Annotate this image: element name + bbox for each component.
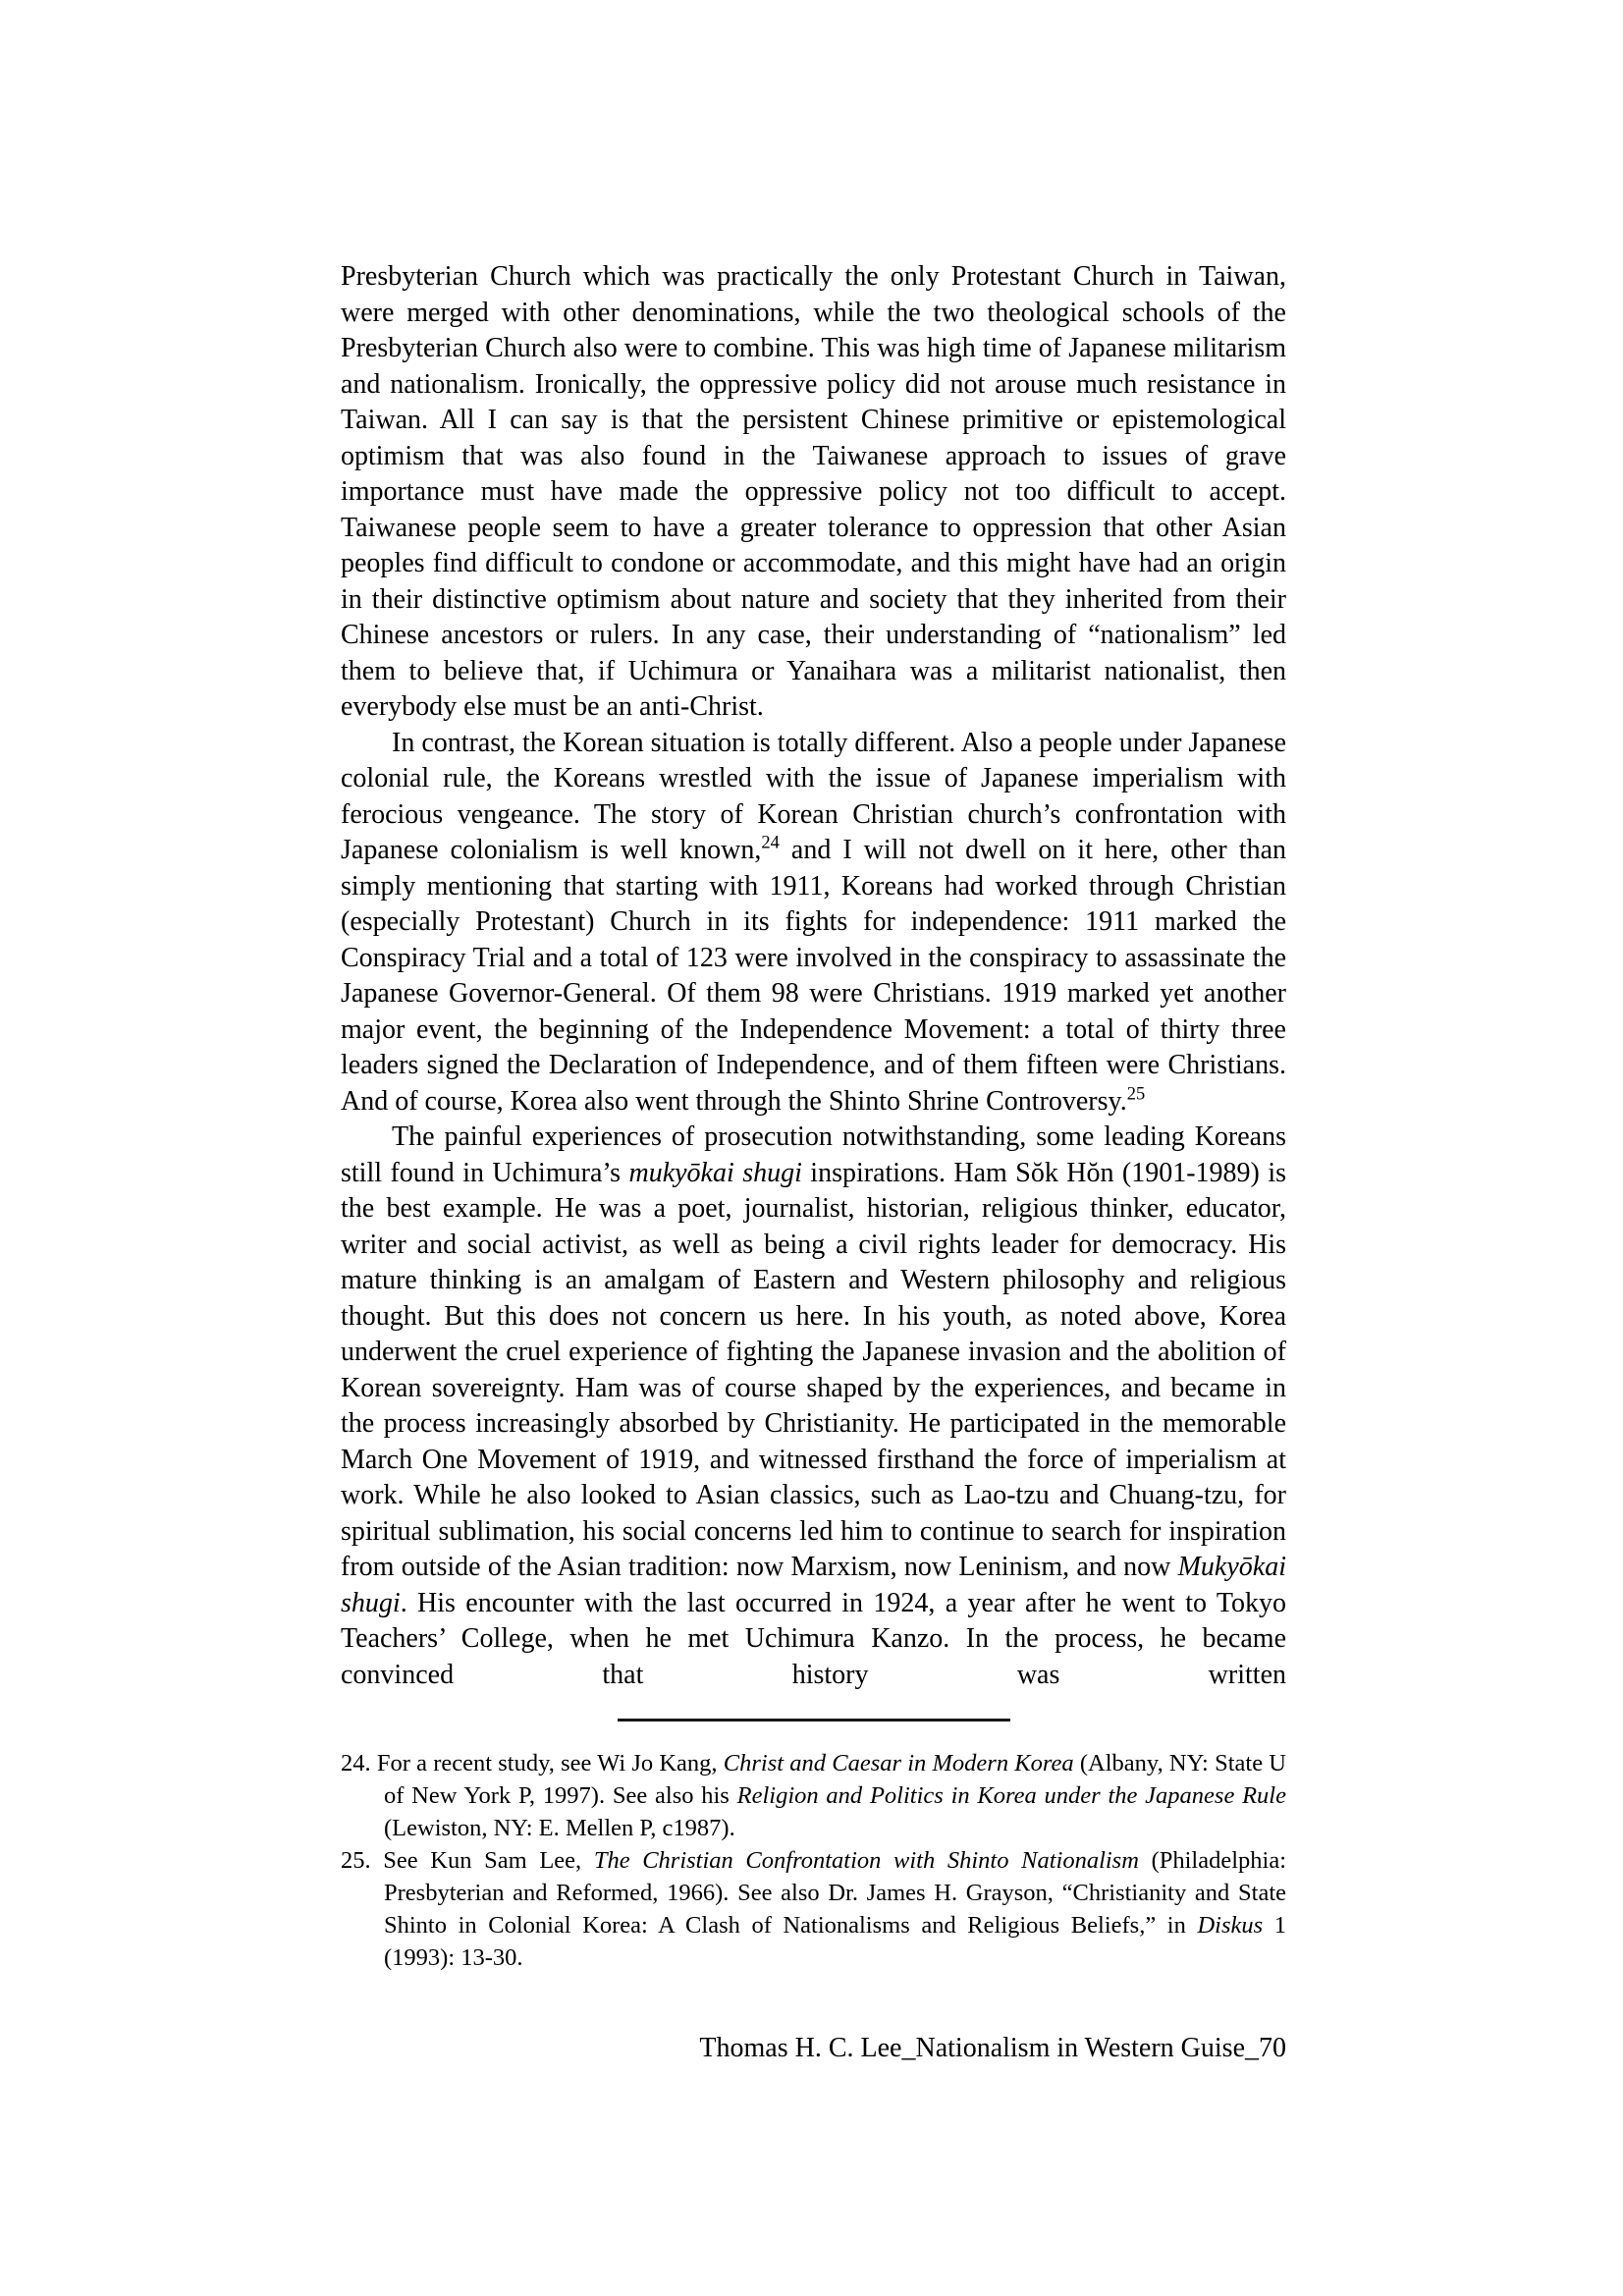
text-run: (Philadelphia: Presbyterian and Reformed, 1966). See also Dr. James H. Grayson, “Christianity and State Shinto in Colonial Korea: A Clash of Nationalisms and Religious Beliefs,” in (384, 1847, 1287, 1939)
text-run: (Albany, NY: State U of New York P, 1997). See also his (384, 1750, 1286, 1809)
text-run: 25. See Kun Sam Lee, (341, 1847, 594, 1874)
text-run: 1 (1993): 13-30. (384, 1912, 1286, 1971)
text-run: Presbyterian Church which was practically the only Protestant Church in Taiwan, were merged with other denominations, while the two theological schools of the Presbyterian Church also were to combine. This was high time of Japanese militarism and nationalism. Ironically, the oppressive policy did not arouse much resistance in Taiwan. All I can say is that the persistent Chinese primitive or epistemological optimism that was also found in the Taiwanese approach to issues of grave importance must have made the oppressive policy not too difficult to accept. Taiwanese people seem to have a greater tolerance to oppression that other Asian peoples find difficult to condone or accommodate, and this might have had an origin in their distinctive optimism about nature and society that they inherited from their Chinese ancestors or rulers. In any case, their understanding of “nationalism” led them to believe that, if Uchimura or Yanaihara was a militarist nationalist, then everybody else must be an anti-Christ. (341, 261, 1286, 722)
italic-text: The Christian Confrontation with Shinto Nationalism (593, 1847, 1139, 1874)
paragraph (341, 726, 1286, 1121)
italic-text: mukyōkai shugi (628, 1157, 802, 1188)
italic-text: Mukyōkai shugi (341, 1552, 1286, 1618)
paragraph (341, 1120, 1286, 1693)
italic-text: Christ and Caesar in Modern Korea (723, 1750, 1074, 1777)
footnote (341, 1747, 1286, 1844)
text-run: inspirations. Ham Sŏk Hŏn (1901-1989) is the best example. He was a poet, journalist, historian, religious thinker, educator, writer and social activist, as well as being a civil rights leader for democracy. His mature thinking is an amalgam of Eastern and Western philosophy and religious thought. But this does not concern us here. In his youth, as noted above, Korea underwent the cruel experience of fighting the Japanese invasion and the abolition of Korean sovereignty. Ham was of course shaped by the experiences, and became in the process increasingly absorbed by Christianity. He participated in the memorable March One Movement of 1919, and witnessed firsthand the force of imperialism at work. While he also looked to Asian classics, such as Lao-tzu and Chuang-tzu, for spiritual sublimation, his social concerns led him to continue to search for inspiration from outside of the Asian tradition: now Marxism, now Leninism, and now (341, 1157, 1286, 1582)
paragraph (341, 259, 1286, 726)
text-run: . His encounter with the last occurred in 1924, a year after he went to Tokyo Teachers’ College, when he met Uchimura Kanzo. In the process, he became convinced that history was written (341, 1587, 1286, 1690)
footnote-ref: 25 (1126, 1083, 1146, 1104)
body-text (341, 259, 1286, 1693)
italic-text: Diskus (1197, 1912, 1264, 1939)
page-footer: Thomas H. C. Lee_Nationalism in Western Guise_70 (699, 2033, 1286, 2063)
footnote-separator (618, 1719, 1010, 1722)
text-run: 24. For a recent study, see Wi Jo Kang, (341, 1750, 724, 1777)
text-run: (Lewiston, NY: E. Mellen P, c1987). (384, 1815, 735, 1841)
text-run: and I will not dwell on it here, other than simply mentioning that starting with 1911, Koreans had worked through Christian (especially Protestant) Church in its fights for independence: 1911 marked the Conspiracy Trial and a total of 123 were involved in the conspiracy to assassinate the Japanese Governor-General. Of them 98 were Christians. 1919 marked yet another major event, the beginning of the Independence Movement: a total of thirty three leaders signed the Declaration of Independence, and of them fifteen were Christians. And of course, Korea also went through the Shinto Shrine Controversy. (341, 835, 1286, 1117)
text-run: In contrast, the Korean situation is totally different. Also a people under Japanese colonial rule, the Koreans wrestled with the issue of Japanese imperialism with ferocious vengeance. The story of Korean Christian church’s confrontation with Japanese colonialism is well known, (341, 727, 1286, 865)
footnote (341, 1844, 1286, 1974)
italic-text: Religion and Politics in Korea under the Japanese Rule (736, 1782, 1286, 1809)
footnote-ref: 24 (761, 832, 780, 852)
text-run: The painful experiences of prosecution notwithstanding, some leading Koreans still found in Uchimura’s (341, 1121, 1286, 1188)
footnotes (341, 1747, 1286, 1974)
